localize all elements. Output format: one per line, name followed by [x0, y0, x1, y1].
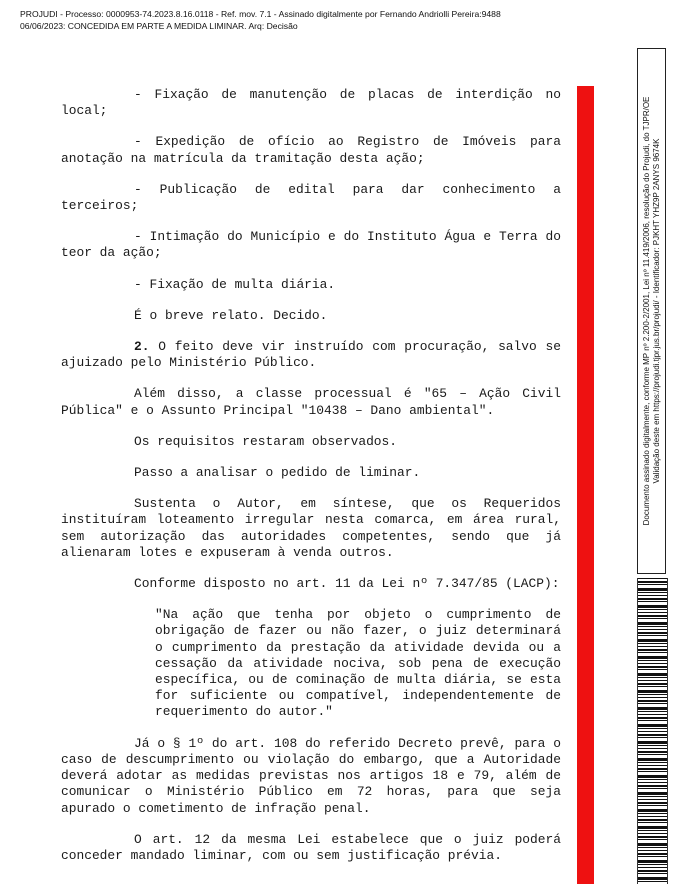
digital-signature-stamp	[637, 48, 666, 574]
paragraph-placas: - Fixação de manutenção de placas de interdição no local;	[61, 87, 561, 119]
paragraph-requisitos: Os requisitos restaram observados.	[134, 433, 398, 449]
paragraph-oficio: - Expedição de ofício ao Registro de Imóveis para anotação na matrícula da tramitação desta ação;	[61, 134, 561, 166]
document-header	[20, 8, 620, 32]
paragraph-conforme: Conforme disposto no art. 11 da Lei nº 7.347/85 (LACP):	[134, 576, 560, 592]
paragraph-procuracao	[61, 339, 561, 371]
legal-quote: "Na ação que tenha por objeto o cumprimento de obrigação de fazer ou não fazer, o juiz determinará o cumprimento da prestação da atividade devida ou a cessação da atividade nociva, sob pena de execução específica, ou de cominação de multa diária, se esta for suficiente ou compatível, independentemente de requerimento do autor."	[155, 607, 561, 720]
paragraph-number: 2.	[134, 339, 150, 355]
paragraph-liminar: Passo a analisar o pedido de liminar.	[134, 465, 421, 481]
paragraph-classe: Além disso, a classe processual é "65 – Ação Civil Pública" e o Assunto Principal "10438 – Dano ambiental".	[61, 386, 561, 418]
paragraph-edital: - Publicação de edital para dar conhecimento a terceiros;	[61, 181, 561, 214]
barcode-icon	[637, 578, 668, 884]
red-margin-bar	[577, 86, 594, 884]
paragraph-procuracao-text: O feito deve vir instruído com procuração, salvo se ajuizado pelo Ministério Público.	[61, 339, 561, 371]
paragraph-multa: - Fixação de multa diária.	[134, 276, 336, 292]
stamp-line-signature: Documento assinado digitalmente, conforme MP nº 2.200-2/2001, Lei nº 11.419/2006, resolução do Projudi, do TJPR/OE	[641, 96, 651, 526]
document-body	[61, 87, 561, 879]
paragraph-intimacao: - Intimação do Município e do Instituto Água e Terra do teor da ação;	[61, 229, 561, 261]
paragraph-relato: É o breve relato. Decido.	[134, 307, 328, 323]
paragraph-sustenta: Sustenta o Autor, em síntese, que os Requeridos instituíram loteamento irregular nesta comarca, em área rural, sem autorização das autoridades competentes, sendo que já alienaram lotes e expuseram à venda outros.	[61, 496, 561, 560]
stamp-text	[642, 53, 662, 569]
paragraph-art12: O art. 12 da mesma Lei estabelece que o juiz poderá conceder mandado liminar, com ou sem justificação prévia.	[61, 831, 561, 863]
header-process-line: PROJUDI - Processo: 0000953-74.2023.8.16.0118 - Ref. mov. 7.1 - Assinado digitalmente por Fernando Andriolli Pereira:9488	[20, 9, 501, 19]
stamp-line-validation: Validação deste em https://projudi.tjpr.jus.br/projudi/ - Identificador: PJKHT YHZ9P 2ANYS 9674K	[651, 138, 661, 484]
paragraph-decreto: Já o § 1º do art. 108 do referido Decreto prevê, para o caso de descumprimento ou violação do embargo, que a Autoridade deverá adotar as medidas previstas nos artigos 18 e 79, além de comunicar o Ministério Público em 72 horas, para que seja apurado o cometimento de infração penal.	[61, 735, 561, 816]
header-decision-line: 06/06/2023: CONCEDIDA EM PARTE A MEDIDA LIMINAR. Arq: Decisão	[20, 21, 298, 31]
